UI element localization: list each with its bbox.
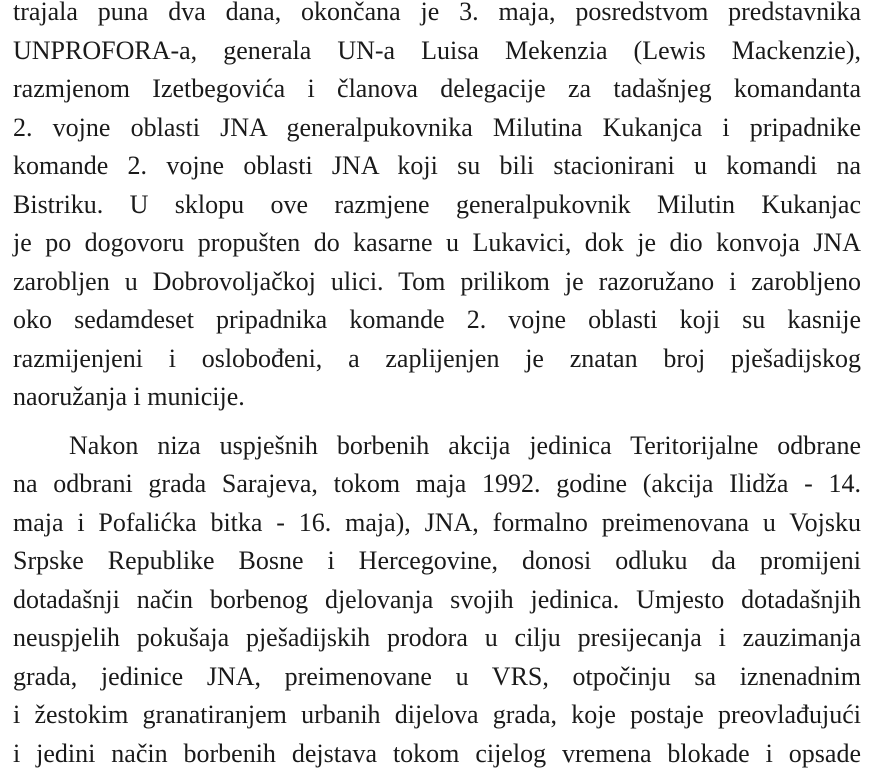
text-line: na odbrani grada Sarajeva, tokom maja 1992. godine (akcija Ilidža - 14.: [13, 465, 861, 504]
text-line: UNPROFORA-a, generala UN-a Luisa Mekenzia (Lewis Mackenzie),: [13, 32, 861, 71]
text-line: naoružanja i municije.: [13, 378, 861, 417]
text-line: Bistriku. U sklopu ove razmjene generalpukovnik Milutin Kukanjac: [13, 186, 861, 225]
text-line: grada, jedinice JNA, preimenovane u VRS, otpočinju sa iznenadnim: [13, 658, 861, 697]
text-line: neuspjelih pokušaja pješadijskih prodora u cilju presijecanja i zauzimanja: [13, 619, 861, 658]
text-line: 2. vojne oblasti JNA generalpukovnika Milutina Kukanjca i pripadnike: [13, 109, 861, 148]
text-line: i jedini način borbenih dejstava tokom cijelog vremena blokade i opsade: [13, 735, 861, 773]
text-line: razmjenom Izetbegovića i članova delegacije za tadašnjeg komandanta: [13, 70, 861, 109]
text-line: komande 2. vojne oblasti JNA koji su bili stacionirani u komandi na: [13, 147, 861, 186]
text-line: Srpske Republike Bosne i Hercegovine, donosi odluku da promijeni: [13, 542, 861, 581]
text-line: oko sedamdeset pripadnika komande 2. vojne oblasti koji su kasnije: [13, 301, 861, 340]
text-line: razmijenjeni i oslobođeni, a zaplijenjen je znatan broj pješadijskog: [13, 340, 861, 379]
text-line: zarobljen u Dobrovoljačkoj ulici. Tom prilikom je razoružano i zarobljeno: [13, 263, 861, 302]
text-line: trajala puna dva dana, okončana je 3. maja, posredstvom predstavnika: [13, 0, 861, 32]
paragraph-1: [13, 0, 861, 417]
text-line: maja i Pofalićka bitka - 16. maja), JNA, formalno preimenovana u Vojsku: [13, 504, 861, 543]
text-line: i žestokim granatiranjem urbanih dijelova grada, koje postaje preovlađujući: [13, 696, 861, 735]
text-line: dotadašnji način borbenog djelovanja svojih jedinica. Umjesto dotadašnjih: [13, 581, 861, 620]
text-line: je po dogovoru propušten do kasarne u Lukavici, dok je dio konvoja JNA: [13, 224, 861, 263]
text-line: Nakon niza uspješnih borbenih akcija jedinica Teritorijalne odbrane: [13, 427, 861, 466]
document-page: [13, 0, 861, 773]
paragraph-2: [13, 427, 861, 773]
